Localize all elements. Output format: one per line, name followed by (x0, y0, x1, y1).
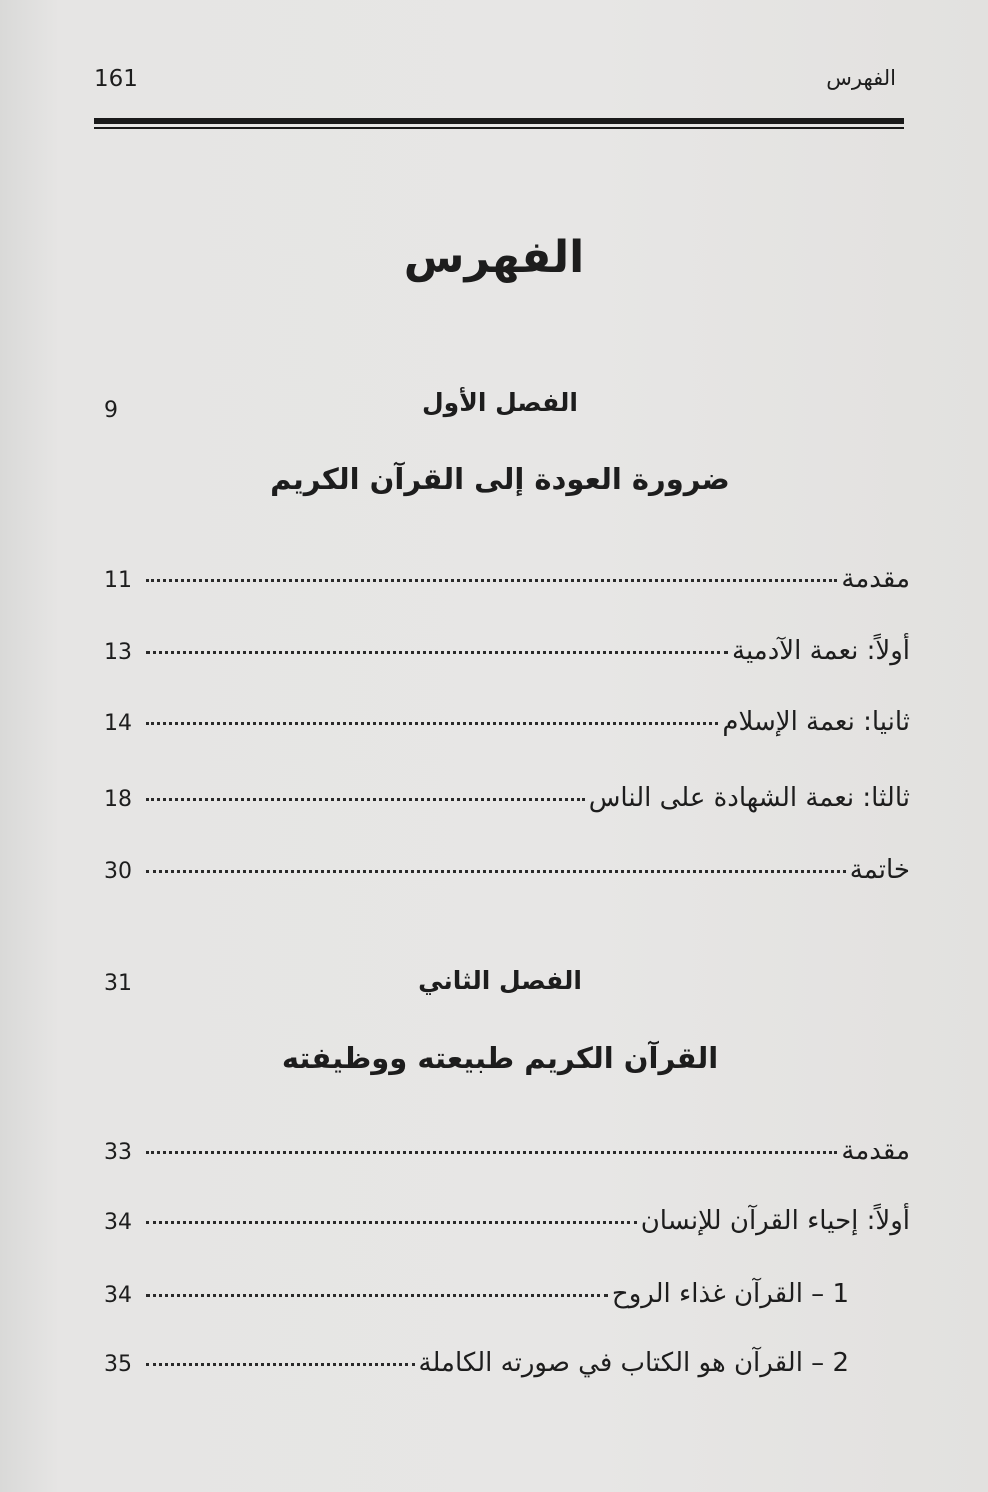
chapter-2-subtitle: القرآن الكريم طبيعته ووظيفته (281, 1041, 719, 1075)
dot-leader (146, 1151, 837, 1154)
toc-entry[interactable] (104, 636, 910, 676)
dot-leader (146, 1221, 637, 1224)
toc-entry[interactable] (104, 783, 910, 823)
toc-subentry[interactable] (104, 1348, 849, 1388)
page-title: الفهرس (403, 232, 585, 283)
toc-entry-label: ثالثا: نعمة الشهادة على الناس (588, 783, 910, 813)
toc-entry[interactable] (104, 1136, 910, 1176)
toc-entry-label: أولاً: نعمة الآدمية (732, 636, 910, 666)
header-rule-thin (94, 127, 904, 129)
toc-entry-page: 14 (104, 711, 132, 736)
toc-entry[interactable] (104, 564, 910, 604)
chapter-1-heading: الفصل الأول (421, 388, 579, 417)
toc-subentry[interactable] (104, 1279, 849, 1319)
toc-entry-label: 1 – القرآن غذاء الروح (611, 1279, 849, 1309)
toc-entry[interactable] (104, 707, 910, 747)
dot-leader (146, 870, 846, 873)
chapter-1-page: 9 (104, 398, 118, 423)
toc-entry-page: 18 (104, 787, 132, 812)
toc-entry-label: 2 – القرآن هو الكتاب في صورته الكاملة (418, 1348, 849, 1378)
toc-entry-page: 33 (104, 1140, 132, 1165)
toc-entry-page: 34 (104, 1210, 132, 1235)
page-number: 161 (94, 66, 138, 92)
chapter-2-heading: الفصل الثاني (418, 966, 582, 995)
toc-entry-label: مقدمة (841, 564, 910, 594)
toc-entry-page: 13 (104, 640, 132, 665)
dot-leader (146, 798, 585, 801)
toc-entry-page: 30 (104, 859, 132, 884)
dot-leader (146, 1363, 415, 1366)
dot-leader (146, 1294, 608, 1297)
running-title: الفهرس (826, 66, 896, 90)
toc-entry[interactable] (104, 855, 910, 895)
toc-entry-label: أولاً: إحياء القرآن للإنسان (640, 1206, 910, 1236)
toc-entry-label: خاتمة (849, 855, 910, 885)
toc-entry-page: 34 (104, 1283, 132, 1308)
toc-entry-page: 35 (104, 1352, 132, 1377)
toc-entry[interactable] (104, 1206, 910, 1246)
toc-entry-label: ثانيا: نعمة الإسلام (722, 707, 910, 737)
dot-leader (146, 722, 718, 725)
chapter-2-page: 31 (104, 971, 132, 996)
chapter-1-subtitle: ضرورة العودة إلى القرآن الكريم (270, 462, 730, 496)
dot-leader (146, 579, 837, 582)
toc-entry-label: مقدمة (841, 1136, 910, 1166)
toc-entry-page: 11 (104, 568, 132, 593)
header-rule-thick (94, 118, 904, 124)
dot-leader (146, 651, 728, 654)
